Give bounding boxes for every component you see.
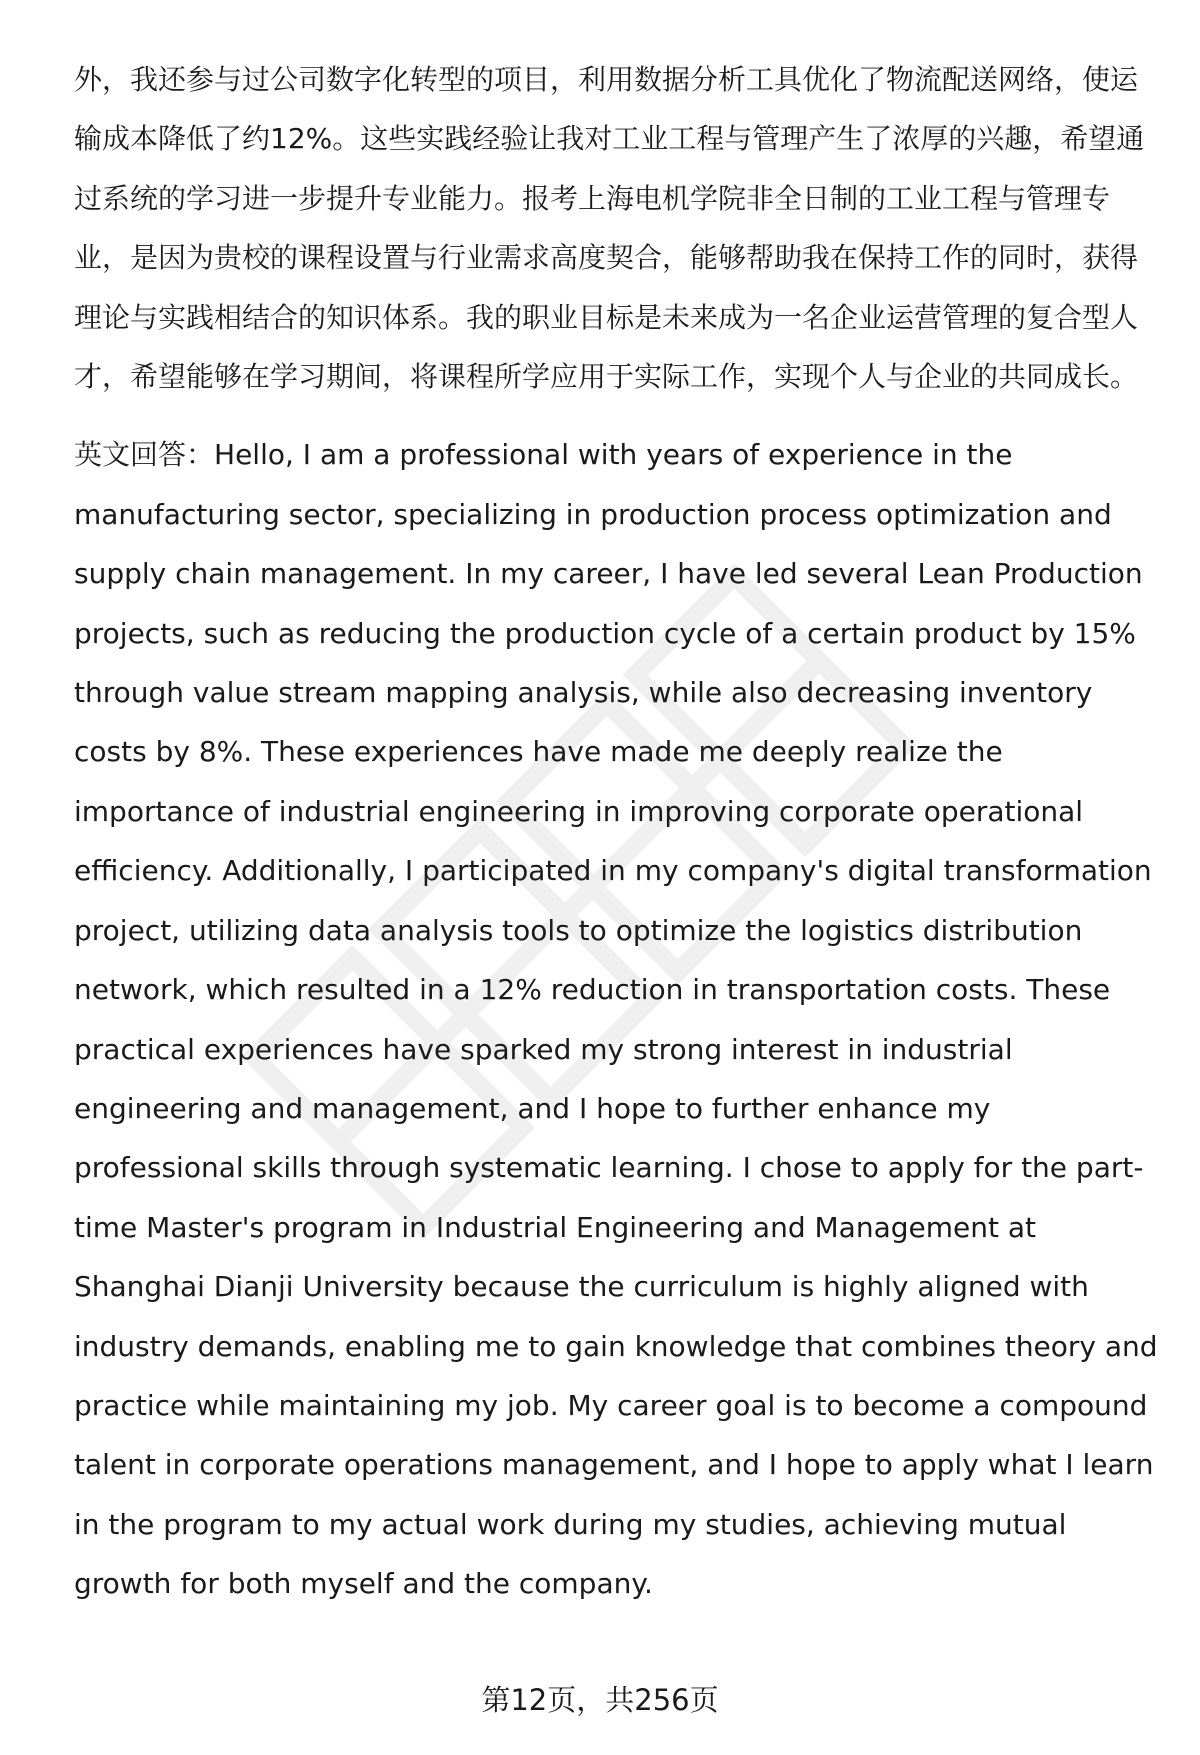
english-answer-paragraph [74,425,1164,1613]
document-body [74,50,1164,1614]
english-answer-label: 英文回答： [74,438,215,472]
chinese-answer-paragraph: 外，我还参与过公司数字化转型的项目，利用数据分析工具优化了物流配送网络，使运输成本降低了约12%。这些实践经验让我对工业工程与管理产生了浓厚的兴趣，希望通过系统的学习进一步提升专业能力。报考上海电机学院非全日制的工业工程与管理专业，是因为贵校的课程设置与行业需求高度契合，能够帮助我在保持工作的同时，获得理论与实践相结合的知识体系。我的职业目标是未来成为一名企业运营管理的复合型人才，希望能够在学习期间，将课程所学应用于实际工作，实现个人与企业的共同成长。 [74,63,1145,394]
english-answer-text: Hello, I am a professional with years of experience in the manufacturing sector, specializing in production process optimization and supply chain management. In my career, I have led several Lean Production projects, such as reducing the production cycle of a certain product by 15% through value stream mapping analysis, while also decreasing inventory costs by 8%. These experiences have made me deeply realize the importance of industrial engineering in improving corporate operational efficiency. Additionally, I participated in my company's digital transformation project, utilizing data analysis tools to optimize the logistics distribution network, which resulted in a 12% reduction in transportation costs. These practical experiences have sparked my strong interest in industrial engineering and management, and I hope to further enhance my professional skills through systematic learning. I chose to apply for the part-time Master's program in Industrial Engineering and Management at Shanghai Dianji University because the curriculum is highly aligned with industry demands, enabling me to gain knowledge that combines theory and practice while maintaining my job. My career goal is to become a compound talent in corporate operations management, and I hope to apply what I learn in the program to my actual work during my studies, achieving mutual growth for both myself and the company. [74,438,1158,1601]
page-number-footer: 第12页，共256页 [481,1683,719,1717]
